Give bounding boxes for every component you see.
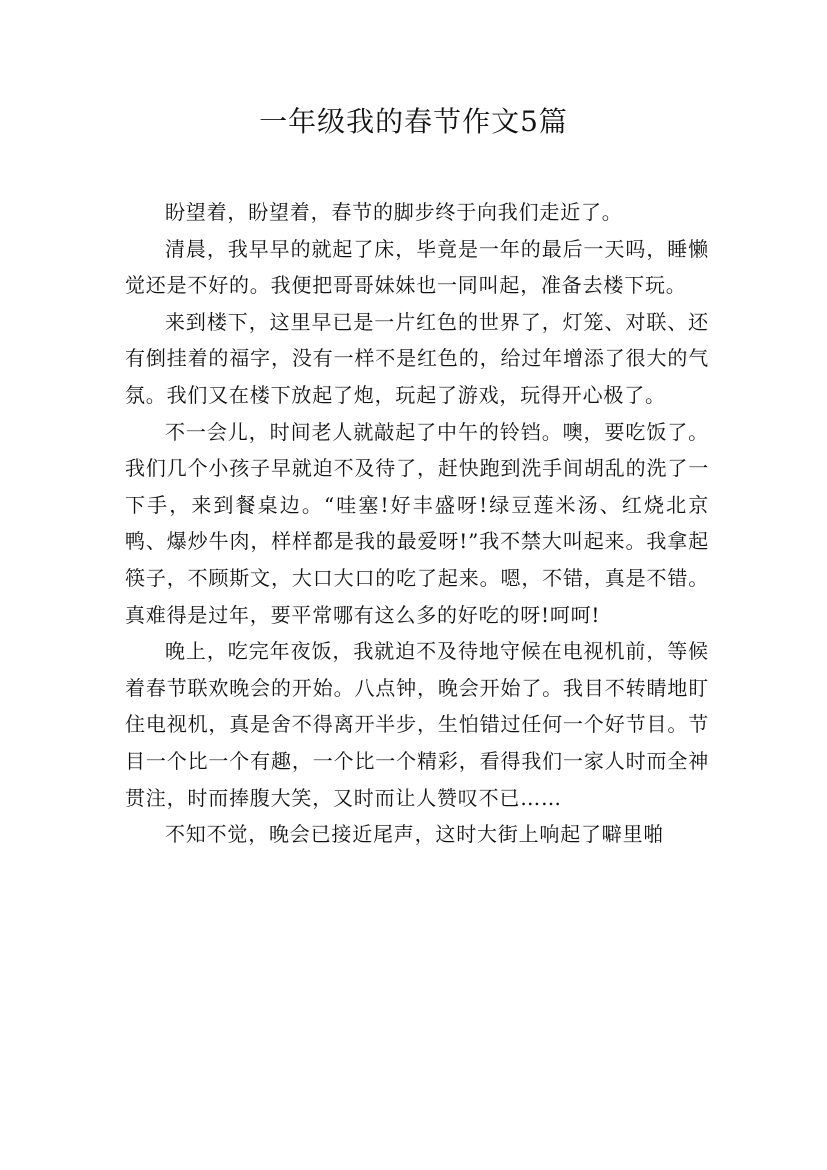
paragraph-6: 不知不觉，晚会已接近尾声，这时大街上响起了噼里啪 <box>165 822 665 847</box>
paragraph-4: 不一会儿，时间老人就敲起了中午的铃铛。噢，要吃饭了。我们几个小孩子早就迫不及待了，赶快跑到洗手间胡乱的洗了一下手，来到餐桌边。“哇塞!好丰盛呀!绿豆莲米汤、红烧北京鸭、爆炒牛肉，样样都是我的最爱呀!”我不禁大叫起来。我拿起筷子，不顾斯文，大口大口的吃了起来。嗯，不错，真是不错。真难得是过年，要平常哪有这么多的好吃的呀!呵呵! <box>125 419 709 627</box>
paragraph-3: 来到楼下，这里早已是一片红色的世界了，灯笼、对联、还有倒挂着的福字，没有一样不是红色的，给过年增添了很大的气氛。我们又在楼下放起了炮，玩起了游戏，玩得开心极了。 <box>125 309 709 407</box>
page-title: 一年级我的春节作文5篇 <box>259 105 568 138</box>
paragraph-2: 清晨，我早早的就起了床，毕竟是一年的最后一天吗，睡懒觉还是不好的。我便把哥哥妹妹也一同叫起，准备去楼下玩。 <box>125 236 709 298</box>
paragraph-5: 晚上，吃完年夜饭，我就迫不及待地守候在电视机前，等候着春节联欢晚会的开始。八点钟，晚会开始了。我目不转睛地盯住电视机，真是舍不得离开半步，生怕错过任何一个好节目。节目一个比一个有趣，一个比一个精彩，看得我们一家人时而全神贯注，时而捧腹大笑，又时而让人赞叹不已…… <box>125 639 709 810</box>
paragraph-1: 盼望着，盼望着，春节的脚步终于向我们走近了。 <box>165 200 623 224</box>
document-body <box>125 194 709 853</box>
